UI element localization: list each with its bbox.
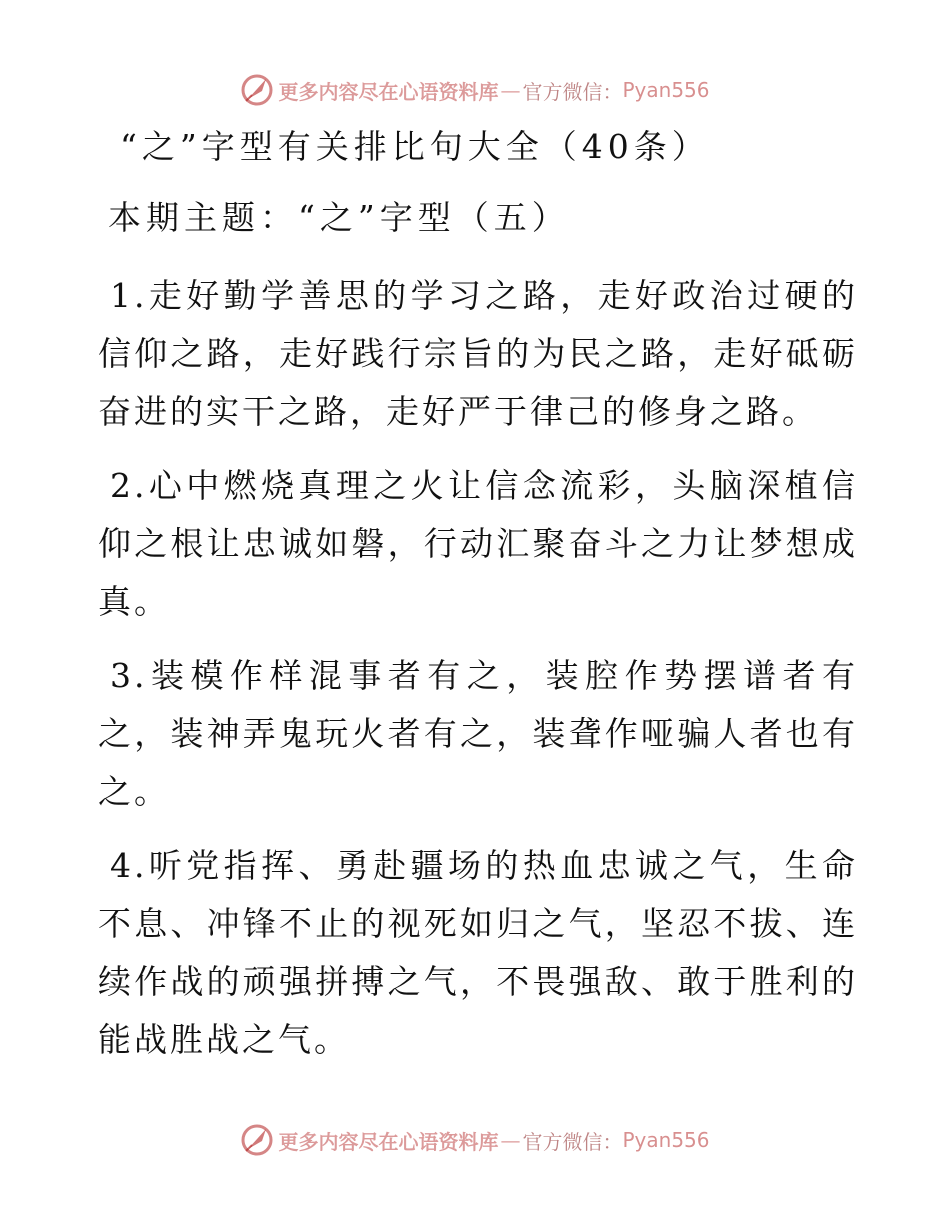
document-subtitle: 本期主题：“之”字型（五） xyxy=(108,198,570,237)
watermark-text: 更多内容尽在心语资料库 xyxy=(278,1129,499,1154)
footer-watermark xyxy=(0,1120,950,1160)
watermark-wechat-id: Pyan556 xyxy=(622,78,710,102)
watermark-wechat-id: Pyan556 xyxy=(622,1128,710,1152)
document-body xyxy=(98,118,858,1069)
list-item: 4.听党指挥、勇赴疆场的热血忠诚之气，生命不息、冲锋不止的视死如归之气，坚忍不拔、连续作战的顽强拼搏之气，不畏强敌、敢于胜利的能战胜战之气。 xyxy=(98,846,858,1059)
watermark-wechat-label: 官方微信： xyxy=(522,79,623,104)
quill-logo-icon xyxy=(240,73,274,107)
quill-logo-icon xyxy=(240,1123,274,1157)
header-watermark xyxy=(0,70,950,110)
document-title: “之”字型有关排比句大全（40条） xyxy=(120,127,710,166)
watermark-separator: — xyxy=(500,78,521,102)
watermark-separator: — xyxy=(500,1128,521,1152)
list-item: 3.装模作样混事者有之，装腔作势摆谱者有之，装神弄鬼玩火者有之，装聋作哑骗人者也有之。 xyxy=(98,656,858,811)
watermark-wechat-label: 官方微信： xyxy=(522,1129,623,1154)
list-item: 2.心中燃烧真理之火让信念流彩，头脑深植信仰之根让忠诚如磐，行动汇聚奋斗之力让梦想成真。 xyxy=(98,466,858,621)
watermark-text: 更多内容尽在心语资料库 xyxy=(278,79,499,104)
list-item: 1.走好勤学善思的学习之路，走好政治过硬的信仰之路，走好践行宗旨的为民之路，走好砥砺奋进的实干之路，走好严于律己的修身之路。 xyxy=(98,276,858,431)
